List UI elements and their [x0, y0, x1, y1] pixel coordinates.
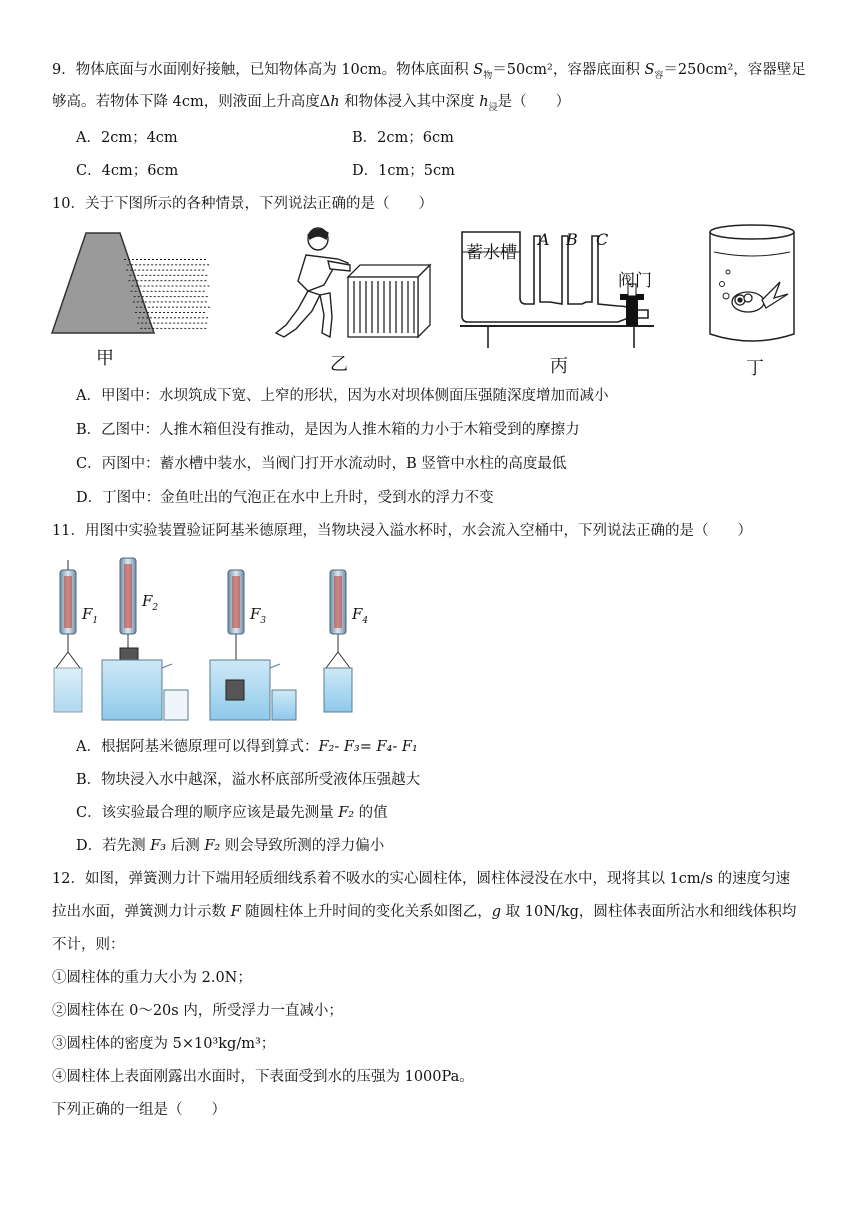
overflow-cup-1	[102, 660, 188, 720]
q9-S-obj-sub: 物	[483, 71, 493, 81]
q9-h2: h	[479, 94, 489, 110]
spring-scale-2	[120, 558, 138, 668]
q12-line1: 12．如图，弹簧测力计下端用轻质细线系着不吸水的实心圆柱体，圆柱体浸没在水中，现将其以 1cm/s 的速度匀速	[52, 871, 791, 887]
tube-label-b: B	[566, 230, 578, 249]
q9-line1	[52, 60, 806, 82]
q11-stem: 11．用图中实验装置验证阿基米德原理，当物块浸入溢水杯时，水会流入空桶中，下列说法正确的是（ ）	[52, 523, 752, 539]
q9-line2	[52, 92, 570, 114]
q12-statement-4: ④圆柱体上表面刚露出水面时，下表面受到水的压强为 1000Pa。	[52, 1069, 474, 1085]
q9-h2-sub: 浸	[488, 103, 498, 113]
q9-option-c[interactable]: C．4cm；6cm	[76, 163, 179, 179]
q12-line3: 不计，则：	[52, 937, 125, 953]
q9-option-a[interactable]: A．2cm；4cm	[76, 130, 178, 146]
q10-option-b[interactable]: B．乙图中：人推木箱但没有推动，是因为人推木箱的力小于木箱受到的摩擦力	[76, 422, 580, 438]
q9-option-b[interactable]: B．2cm；6cm	[352, 130, 454, 146]
q9-text-1b: ＝50cm²，容器底面积	[492, 62, 645, 78]
goldfish	[732, 282, 788, 312]
wooden-box	[348, 265, 430, 337]
person	[276, 228, 350, 337]
bubbles-icon	[720, 270, 731, 299]
q9-text-2b: 和物体浸入其中深度	[339, 94, 480, 110]
q9-text-2c: 是（ ）	[497, 94, 571, 110]
f3-label: $F_3$	[250, 605, 267, 626]
figure-dam	[50, 225, 210, 337]
q12-statement-2: ②圆柱体在 0～20s 内，所受浮力一直减小；	[52, 1003, 343, 1019]
q10-option-c[interactable]: C．丙图中：蓄水槽中装水，当阀门打开水流动时，B 竖管中水柱的高度最低	[76, 456, 567, 472]
q9-S-con: S	[644, 62, 655, 78]
tube-label-a: A	[538, 230, 550, 249]
fig-label-jia: 甲	[96, 348, 114, 369]
figure-push-box	[268, 225, 438, 343]
fig-label-ding: 丁	[746, 358, 764, 379]
spring-scale-4	[324, 570, 352, 712]
fig-label-bing: 丙	[550, 356, 568, 377]
f4-label: $F_4$	[352, 605, 369, 626]
figure-fish-jar	[704, 222, 800, 350]
spring-scale-1	[54, 560, 82, 712]
tank-label: 蓄水槽	[466, 243, 517, 263]
q11-option-a[interactable]: A．根据阿基米德原理可以得到算式：F₂- F₃= F₄- F₁	[76, 739, 418, 755]
q12-statement-1: ①圆柱体的重力大小为 2.0N；	[52, 970, 252, 986]
f2-label: $F_2$	[142, 592, 159, 613]
q12-statement-3: ③圆柱体的密度为 5×10³kg/m³；	[52, 1036, 276, 1052]
q9-text-1a: 9．物体底面与水面刚好接触，已知物体高为 10cm。物体底面积	[52, 62, 474, 78]
q9-option-d[interactable]: D．1cm；5cm	[352, 163, 455, 179]
q10-option-a[interactable]: A．甲图中：水坝筑成下宽、上窄的形状，因为水对坝体侧面压强随深度增加而减小	[76, 388, 609, 404]
figure-archimedes	[50, 556, 390, 724]
fig-label-yi: 乙	[330, 354, 348, 375]
overflow-cup-2	[210, 660, 296, 720]
q11-option-c[interactable]: C．该实验最合理的顺序应该是最先测量 F₂ 的值	[76, 805, 388, 821]
tube-label-c: C	[596, 230, 609, 249]
q9-S-con-sub: 容	[654, 71, 664, 81]
valve-label: 阀门	[618, 271, 652, 291]
q10-stem: 10．关于下图所示的各种情景，下列说法正确的是（ ）	[52, 196, 433, 212]
q9-text-1c: ＝250cm²，容器壁足	[663, 62, 806, 78]
q9-text-2a: 够高。若物体下降 4cm，则液面上升高度Δ	[52, 94, 331, 110]
q10-option-d[interactable]: D．丁图中：金鱼吐出的气泡正在水中上升时，受到水的浮力不变	[76, 490, 494, 506]
q9-S-obj: S	[473, 62, 484, 78]
q12-line2: 拉出水面，弹簧测力计示数 F 随圆柱体上升时间的变化关系如图乙，g 取 10N/kg，圆柱体表面所沾水和细线体积均	[52, 904, 797, 920]
q11-option-b[interactable]: B．物块浸入水中越深，溢水杯底部所受液体压强越大	[76, 772, 421, 788]
q11-option-d[interactable]: D．若先测 F₃ 后测 F₂ 则会导致所测的浮力偏小	[76, 838, 385, 854]
q9-h1: h	[330, 94, 340, 110]
f1-label: $F_1$	[82, 605, 99, 626]
q12-ask: 下列正确的一组是（ ）	[52, 1102, 226, 1118]
